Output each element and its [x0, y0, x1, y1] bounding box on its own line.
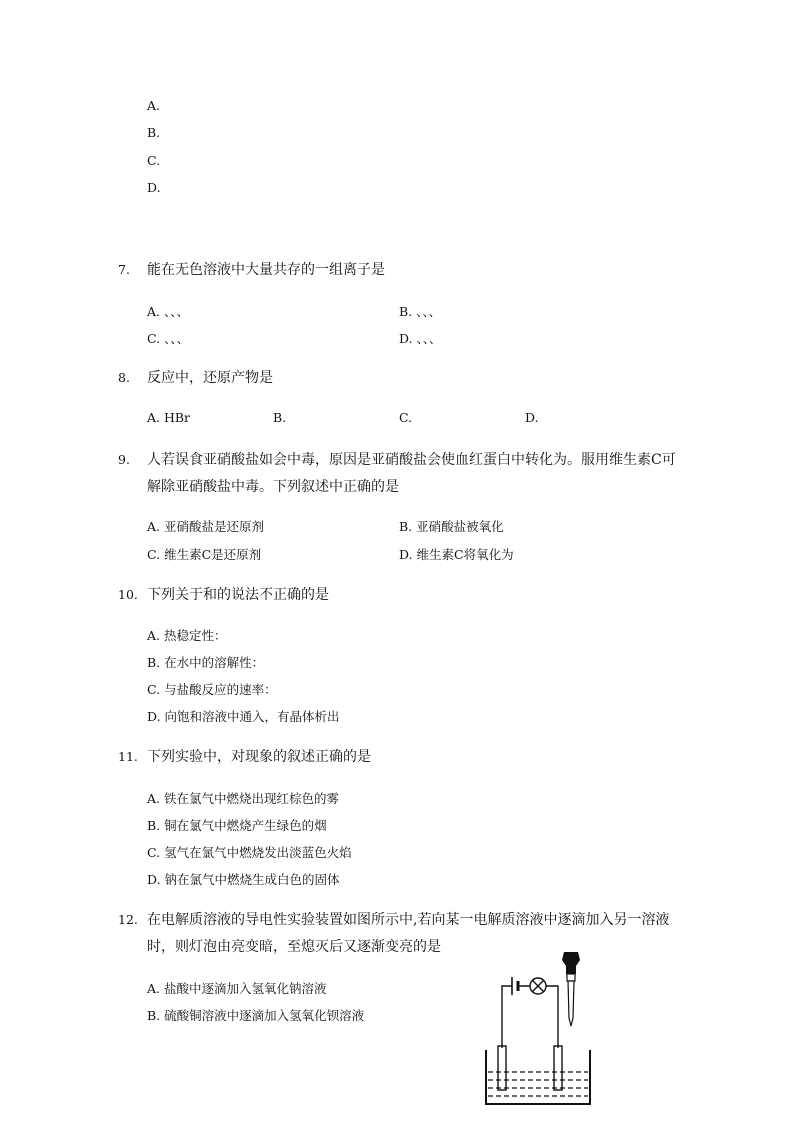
- q8-number: 8.: [118, 370, 130, 385]
- circuit-wire: [502, 986, 558, 1048]
- q11-number: 11.: [118, 749, 138, 764]
- q9-option-a: A. 亚硝酸盐是还原剂: [147, 519, 264, 534]
- q12-number: 12.: [118, 912, 138, 927]
- q10-option-a: A. 热稳定性：: [147, 628, 227, 643]
- q9-option-b: B. 亚硝酸盐被氧化: [399, 519, 504, 534]
- q7-option-d: D. 、、、: [399, 331, 442, 346]
- q10-text: 下列关于和的说法不正确的是: [147, 587, 329, 603]
- q10-option-d: D. 向饱和溶液中通入，有晶体析出: [147, 709, 340, 724]
- q7-number: 7.: [118, 262, 130, 277]
- q12-text-line1: 在电解质溶液的导电性实验装置如图所示中,若向某一电解质溶液中逐滴加入另一溶液: [147, 912, 670, 928]
- conductivity-apparatus-diagram: [478, 946, 598, 1112]
- q7-option-a: A. 、、、: [147, 304, 189, 319]
- q11-option-b: B. 铜在氯气中燃烧产生绿色的烟: [147, 818, 327, 833]
- q8-text: 反应中，还原产物是: [147, 370, 273, 386]
- q11-option-c: C. 氢气在氯气中燃烧发出淡蓝色火焰: [147, 845, 352, 860]
- q9-option-c: C. 维生素C是还原剂: [147, 547, 262, 562]
- q6-option-a: A.: [147, 98, 161, 113]
- q11-option-a: A. 铁在氯气中燃烧出现红棕色的雾: [147, 791, 339, 806]
- q7-text: 能在无色溶液中大量共存的一组离子是: [147, 262, 385, 278]
- q10-option-c: C. 与盐酸反应的速率：: [147, 682, 277, 697]
- q8-option-d: D.: [525, 410, 539, 425]
- q6-option-d: D.: [147, 180, 161, 195]
- q11-option-d: D. 钠在氯气中燃烧生成白色的固体: [147, 872, 340, 887]
- dropper-icon: [562, 952, 580, 1026]
- q12-text-line2: 时，则灯泡由亮变暗，至熄灭后又逐渐变亮的是: [147, 939, 441, 955]
- solution-level: [488, 1072, 588, 1096]
- q8-option-c: C.: [399, 410, 413, 425]
- q10-option-b: B. 在水中的溶解性：: [147, 655, 265, 670]
- q10-number: 10.: [118, 587, 138, 602]
- q9-number: 9.: [118, 452, 130, 467]
- q8-option-a: A. HBr: [147, 410, 191, 425]
- q8-option-b: B.: [273, 410, 287, 425]
- q12-option-a: A. 盐酸中逐滴加入氢氧化钠溶液: [147, 981, 327, 996]
- q6-option-c: C.: [147, 153, 161, 168]
- q11-text: 下列实验中，对现象的叙述正确的是: [147, 749, 371, 765]
- q9-option-d: D. 维生素C将氧化为: [399, 547, 514, 562]
- q9-text-line1: 人若误食亚硝酸盐如会中毒，原因是亚硝酸盐会使血红蛋白中转化为。服用维生素C可: [147, 452, 676, 468]
- q12-option-b: B. 硫酸铜溶液中逐滴加入氢氧化钡溶液: [147, 1008, 365, 1023]
- q7-option-c: C. 、、、: [147, 331, 190, 346]
- electrode-right: [554, 1046, 562, 1090]
- electrode-left: [498, 1046, 506, 1090]
- q7-option-b: B. 、、、: [399, 304, 442, 319]
- q6-option-b: B.: [147, 125, 161, 140]
- q9-text-line2: 解除亚硝酸盐中毒。下列叙述中正确的是: [147, 479, 399, 495]
